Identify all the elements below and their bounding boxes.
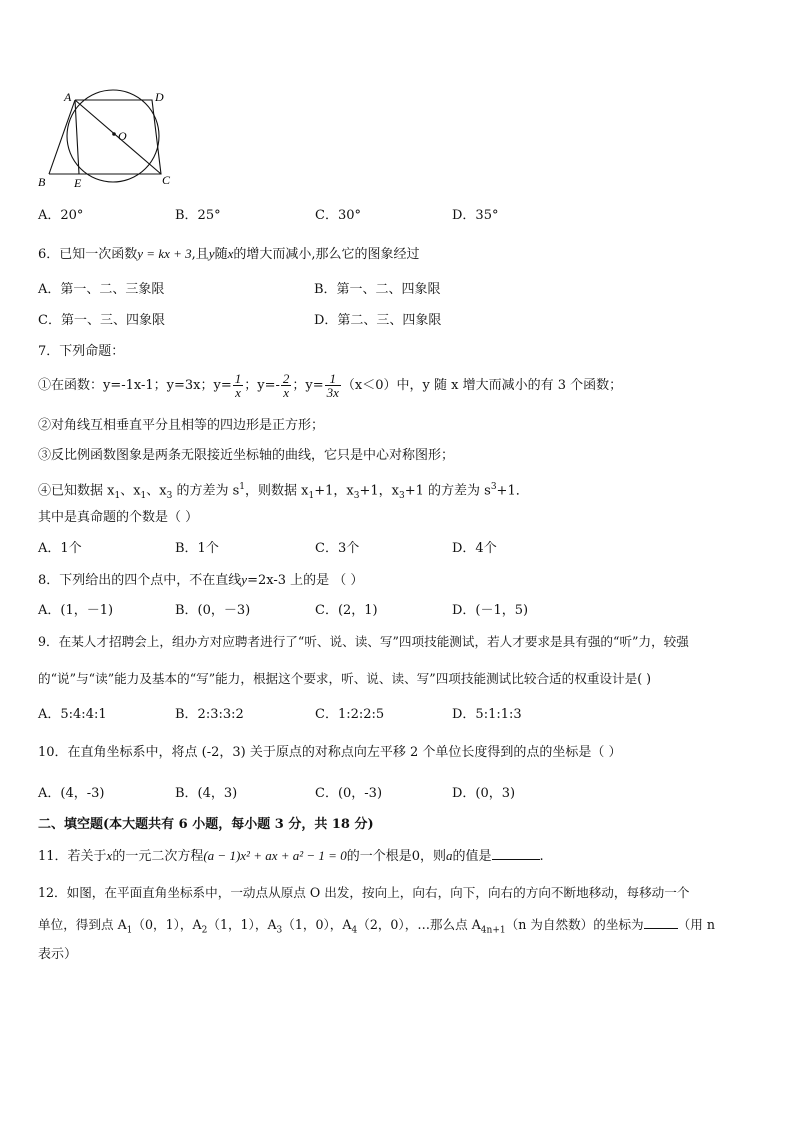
q7-s4-text: +1 的方差为 s xyxy=(404,483,491,499)
q11-text: 的一元二次方程 xyxy=(112,849,204,864)
q12-text: 单位，得到点 A xyxy=(38,917,127,932)
q6-text: 6．已知一次函数 xyxy=(38,247,138,262)
section-2-title: 二、填空题(本大题共有 6 小题，每小题 3 分，共 18 分) xyxy=(38,817,374,832)
q5-option-d[interactable]: D．35° xyxy=(452,208,499,223)
subscript: 3 xyxy=(166,490,173,501)
subscript: 1 xyxy=(140,490,147,501)
fraction-denominator: x xyxy=(283,385,290,400)
q6-option-d[interactable]: D．第二、三、四象限 xyxy=(314,313,442,328)
q7-statement-3: ③反比例函数图象是两条无限接近坐标轴的曲线，它只是中心对称图形； xyxy=(38,448,455,463)
q7-s4-text: +1． xyxy=(496,483,529,499)
q11-text: . xyxy=(539,849,544,864)
q9-line-1: 9．在某人才招聘会上，组办方对应聘者进行了“听、说、读、写”四项技能测试，若人才要求是具有强的“听”力，较强 xyxy=(38,634,689,649)
q10-option-b[interactable]: B．(4，3) xyxy=(175,786,238,801)
q12-line-2 xyxy=(38,916,715,939)
q12-text: （2，0），…那么点 A xyxy=(357,917,481,932)
q6-stem xyxy=(38,246,420,263)
q7-s4-text: +1，x xyxy=(359,483,399,499)
q11-text: 的值是 xyxy=(452,849,492,864)
q12-text: （1，0），A xyxy=(282,917,352,932)
subscript: 1 xyxy=(308,490,315,501)
q7-title: 7．下列命题： xyxy=(38,344,125,359)
label-e: E xyxy=(74,176,82,190)
q8-formula: y xyxy=(241,572,248,587)
q11-var-a: a xyxy=(446,848,453,863)
q6-text: 的增大而减小,那么它的图象经过 xyxy=(233,247,420,262)
subscript: 4 xyxy=(351,925,358,936)
subscript: 3 xyxy=(398,490,405,501)
superscript: 1 xyxy=(239,482,246,492)
q7-option-b[interactable]: B．1个 xyxy=(175,541,219,556)
q12-text: （1，1），A xyxy=(207,917,277,932)
fraction-denominator: 3x xyxy=(326,385,339,400)
q9-option-c[interactable]: C．1:2:2:5 xyxy=(315,707,385,722)
subscript: 4n+1 xyxy=(480,925,506,936)
label-a: A xyxy=(64,90,72,104)
fraction-numerator: 1 xyxy=(234,371,242,386)
subscript: 3 xyxy=(353,490,360,501)
fraction-1-over-3x xyxy=(325,372,341,399)
q6-text: 随 xyxy=(214,247,228,262)
q12-text: （用 n xyxy=(677,917,715,932)
q7-s1-text: （x＜0）中，y 随 x 增大而减小的有 3 个函数； xyxy=(341,378,623,393)
fraction-numerator: 1 xyxy=(325,372,341,386)
q11-stem xyxy=(38,847,544,865)
q11-var-x: x xyxy=(106,848,113,863)
q10-option-d[interactable]: D．(0，3) xyxy=(452,786,516,801)
q7-s4-text: 、x xyxy=(146,483,167,499)
q11-root: 0 xyxy=(411,849,420,864)
fraction-denominator: x xyxy=(235,385,241,400)
q7-option-a[interactable]: A．1个 xyxy=(38,541,82,556)
q9-option-d[interactable]: D．5:1:1:3 xyxy=(452,707,522,722)
subscript: 3 xyxy=(276,925,283,936)
q8-option-d[interactable]: D．(－1，5) xyxy=(452,603,529,618)
q8-text: =2x-3 上的是 （ ） xyxy=(247,573,364,588)
q5-option-a[interactable]: A．20° xyxy=(38,208,84,223)
q8-stem xyxy=(38,572,363,589)
q8-option-b[interactable]: B．(0，－3) xyxy=(175,603,251,618)
subscript: 1 xyxy=(114,490,121,501)
label-c: C xyxy=(162,173,171,187)
q6-option-b[interactable]: B．第一、二、四象限 xyxy=(314,282,441,297)
q10-option-c[interactable]: C．(0，-3) xyxy=(315,786,383,801)
q6-text: ,且 xyxy=(191,247,209,262)
q7-statement-4 xyxy=(38,479,529,504)
fraction-numerator: 2 xyxy=(282,371,290,386)
q8-option-a[interactable]: A．(1，－1) xyxy=(38,603,114,618)
q7-s4-text: ④已知数据 x xyxy=(38,483,115,499)
q9-option-b[interactable]: B．2:3:3:2 xyxy=(175,707,244,722)
superscript: 3 xyxy=(490,482,497,492)
q12-line-1: 12．如图，在平面直角坐标系中，一动点从原点 O 出发，按向上，向右，向下，向右的方向不断地移动，每移动一个 xyxy=(38,885,690,900)
q6-option-a[interactable]: A．第一、二、三象限 xyxy=(38,282,165,297)
label-d: D xyxy=(155,90,164,104)
q10-option-a[interactable]: A．(4，-3) xyxy=(38,786,105,801)
q6-option-c[interactable]: C．第一、三、四象限 xyxy=(38,313,165,328)
q6-var-y: y xyxy=(208,246,215,261)
q6-var-x: x xyxy=(227,246,234,261)
q7-s4-text: 的方差为 s xyxy=(172,483,240,499)
q7-s4-text: 、x xyxy=(120,483,141,499)
circle-geometry-figure xyxy=(34,88,174,194)
q10-stem: 10．在直角坐标系中，将点 (-2，3) 关于原点的对称点向左平移 2 个单位长度得到的点的坐标是（ ） xyxy=(38,745,622,760)
circle-o xyxy=(67,90,159,182)
q6-formula: y = kx + 3 xyxy=(137,246,192,261)
q7-s4-text: ，则数据 x xyxy=(245,483,309,499)
q7-option-d[interactable]: D．4个 xyxy=(452,541,497,556)
q11-equation: (a − 1)x² + ax + a² − 1 = 0 xyxy=(203,848,347,863)
q12-text: （0，1），A xyxy=(132,917,202,932)
q7-s1-text: ；y=- xyxy=(244,378,280,393)
q11-text: ，则 xyxy=(420,849,447,864)
q9-line-2: 的“说”与“读”能力及基本的“写”能力，根据这个要求，听、说、读、写”四项技能测试比较合适的权重设计是( ) xyxy=(38,671,652,686)
q12-answer-blank[interactable] xyxy=(644,916,678,929)
q7-ask: 其中是真命题的个数是（ ） xyxy=(38,510,199,525)
q7-statement-1 xyxy=(38,372,622,399)
segment-ab xyxy=(49,100,75,174)
q9-option-a[interactable]: A．5:4:4:1 xyxy=(38,707,107,722)
q7-option-c[interactable]: C．3个 xyxy=(315,541,360,556)
q7-s1-text: ①在函数：y=-1x-1；y=3x；y= xyxy=(38,378,232,393)
q7-s4-text: +1，x xyxy=(314,483,354,499)
subscript: 1 xyxy=(126,925,133,936)
q11-text: 的一个根是 xyxy=(346,849,412,864)
fraction-2-over-x xyxy=(281,372,292,399)
q8-text: 8．下列给出的四个点中，不在直线 xyxy=(38,573,242,588)
q12-line-3: 表示） xyxy=(38,947,78,962)
q5-option-b[interactable]: B．25° xyxy=(175,208,221,223)
q8-option-c[interactable]: C．(2，1) xyxy=(315,603,378,618)
q5-option-c[interactable]: C．30° xyxy=(315,208,361,223)
subscript: 2 xyxy=(201,925,208,936)
center-point-o xyxy=(112,132,116,136)
q12-text: （n 为自然数）的坐标为 xyxy=(505,917,644,932)
q11-text: 11．若关于 xyxy=(38,849,107,864)
q7-s1-text: ；y= xyxy=(292,378,324,393)
fraction-1-over-x xyxy=(233,372,244,399)
label-o: O xyxy=(118,129,127,143)
q11-answer-blank[interactable] xyxy=(492,847,540,860)
q7-statement-2: ②对角线互相垂直平分且相等的四边形是正方形； xyxy=(38,418,325,433)
label-b: B xyxy=(38,175,46,189)
